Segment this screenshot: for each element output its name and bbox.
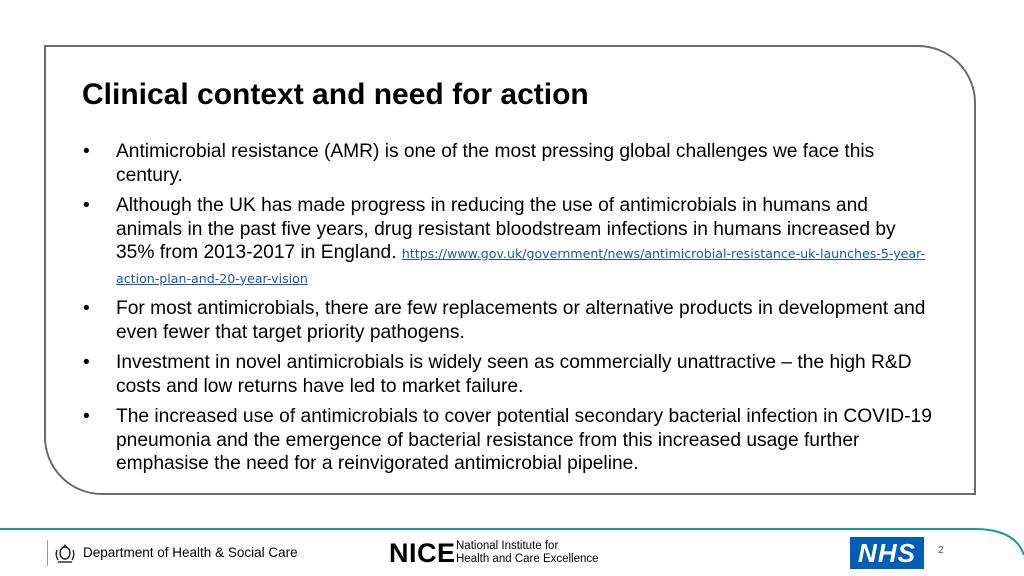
- footer-divider: [47, 540, 48, 566]
- bullet-text: For most antimicrobials, there are few replacements or alternative products in development and even fewer that target priority pathogens.: [116, 298, 926, 343]
- bullet-text: The increased use of antimicrobials to cover potential secondary bacterial infection in COVID-19 pneumonia and the emergence of bacterial resistance from this increased usage further emphasise the need for a reinvigorated antimicrobial pipeline.: [116, 406, 932, 474]
- bullet-text: Antimicrobial resistance (AMR) is one of the most pressing global challenges we face this century.: [116, 141, 875, 186]
- dhsc-logo-text: Department of Health & Social Care: [83, 545, 298, 560]
- slide-title: Clinical context and need for action: [82, 78, 589, 111]
- nice-logo-subtitle: [456, 540, 599, 565]
- bullet-item: [83, 140, 933, 187]
- bullet-marker: •: [83, 406, 90, 427]
- nice-subtitle-line: Health and Care Excellence: [456, 552, 599, 565]
- bullet-item: [83, 351, 933, 398]
- bullet-text: Although the UK has made progress in reducing the use of antimicrobials in humans and animals in the past five years, drug resistant bloodstream infections in humans increased by 35% from 2013-2017 in England.: [116, 195, 896, 263]
- gov-uk-link[interactable]: https://www.gov.uk/government/news/antimicrobial-resistance-uk-launches-5-year-action-plan-and-20-year-vision: [116, 246, 926, 286]
- page-number: 2: [938, 545, 944, 556]
- bullet-marker: •: [83, 298, 90, 319]
- royal-crest-icon: [53, 542, 77, 564]
- bullet-marker: •: [83, 352, 90, 373]
- bullet-marker: •: [83, 141, 90, 162]
- bullet-item: [83, 297, 933, 344]
- nice-logo-word: NICE: [389, 538, 456, 568]
- bullet-marker: •: [83, 195, 90, 216]
- bullet-item: [83, 405, 933, 476]
- bullet-item: [83, 194, 933, 290]
- nhs-logo: NHS: [850, 537, 924, 569]
- bullet-text: Investment in novel antimicrobials is widely seen as commercially unattractive – the high R&D costs and low returns have led to market failure.: [116, 352, 912, 397]
- bullet-list: [83, 140, 933, 483]
- nice-subtitle-line: National Institute for: [456, 540, 559, 552]
